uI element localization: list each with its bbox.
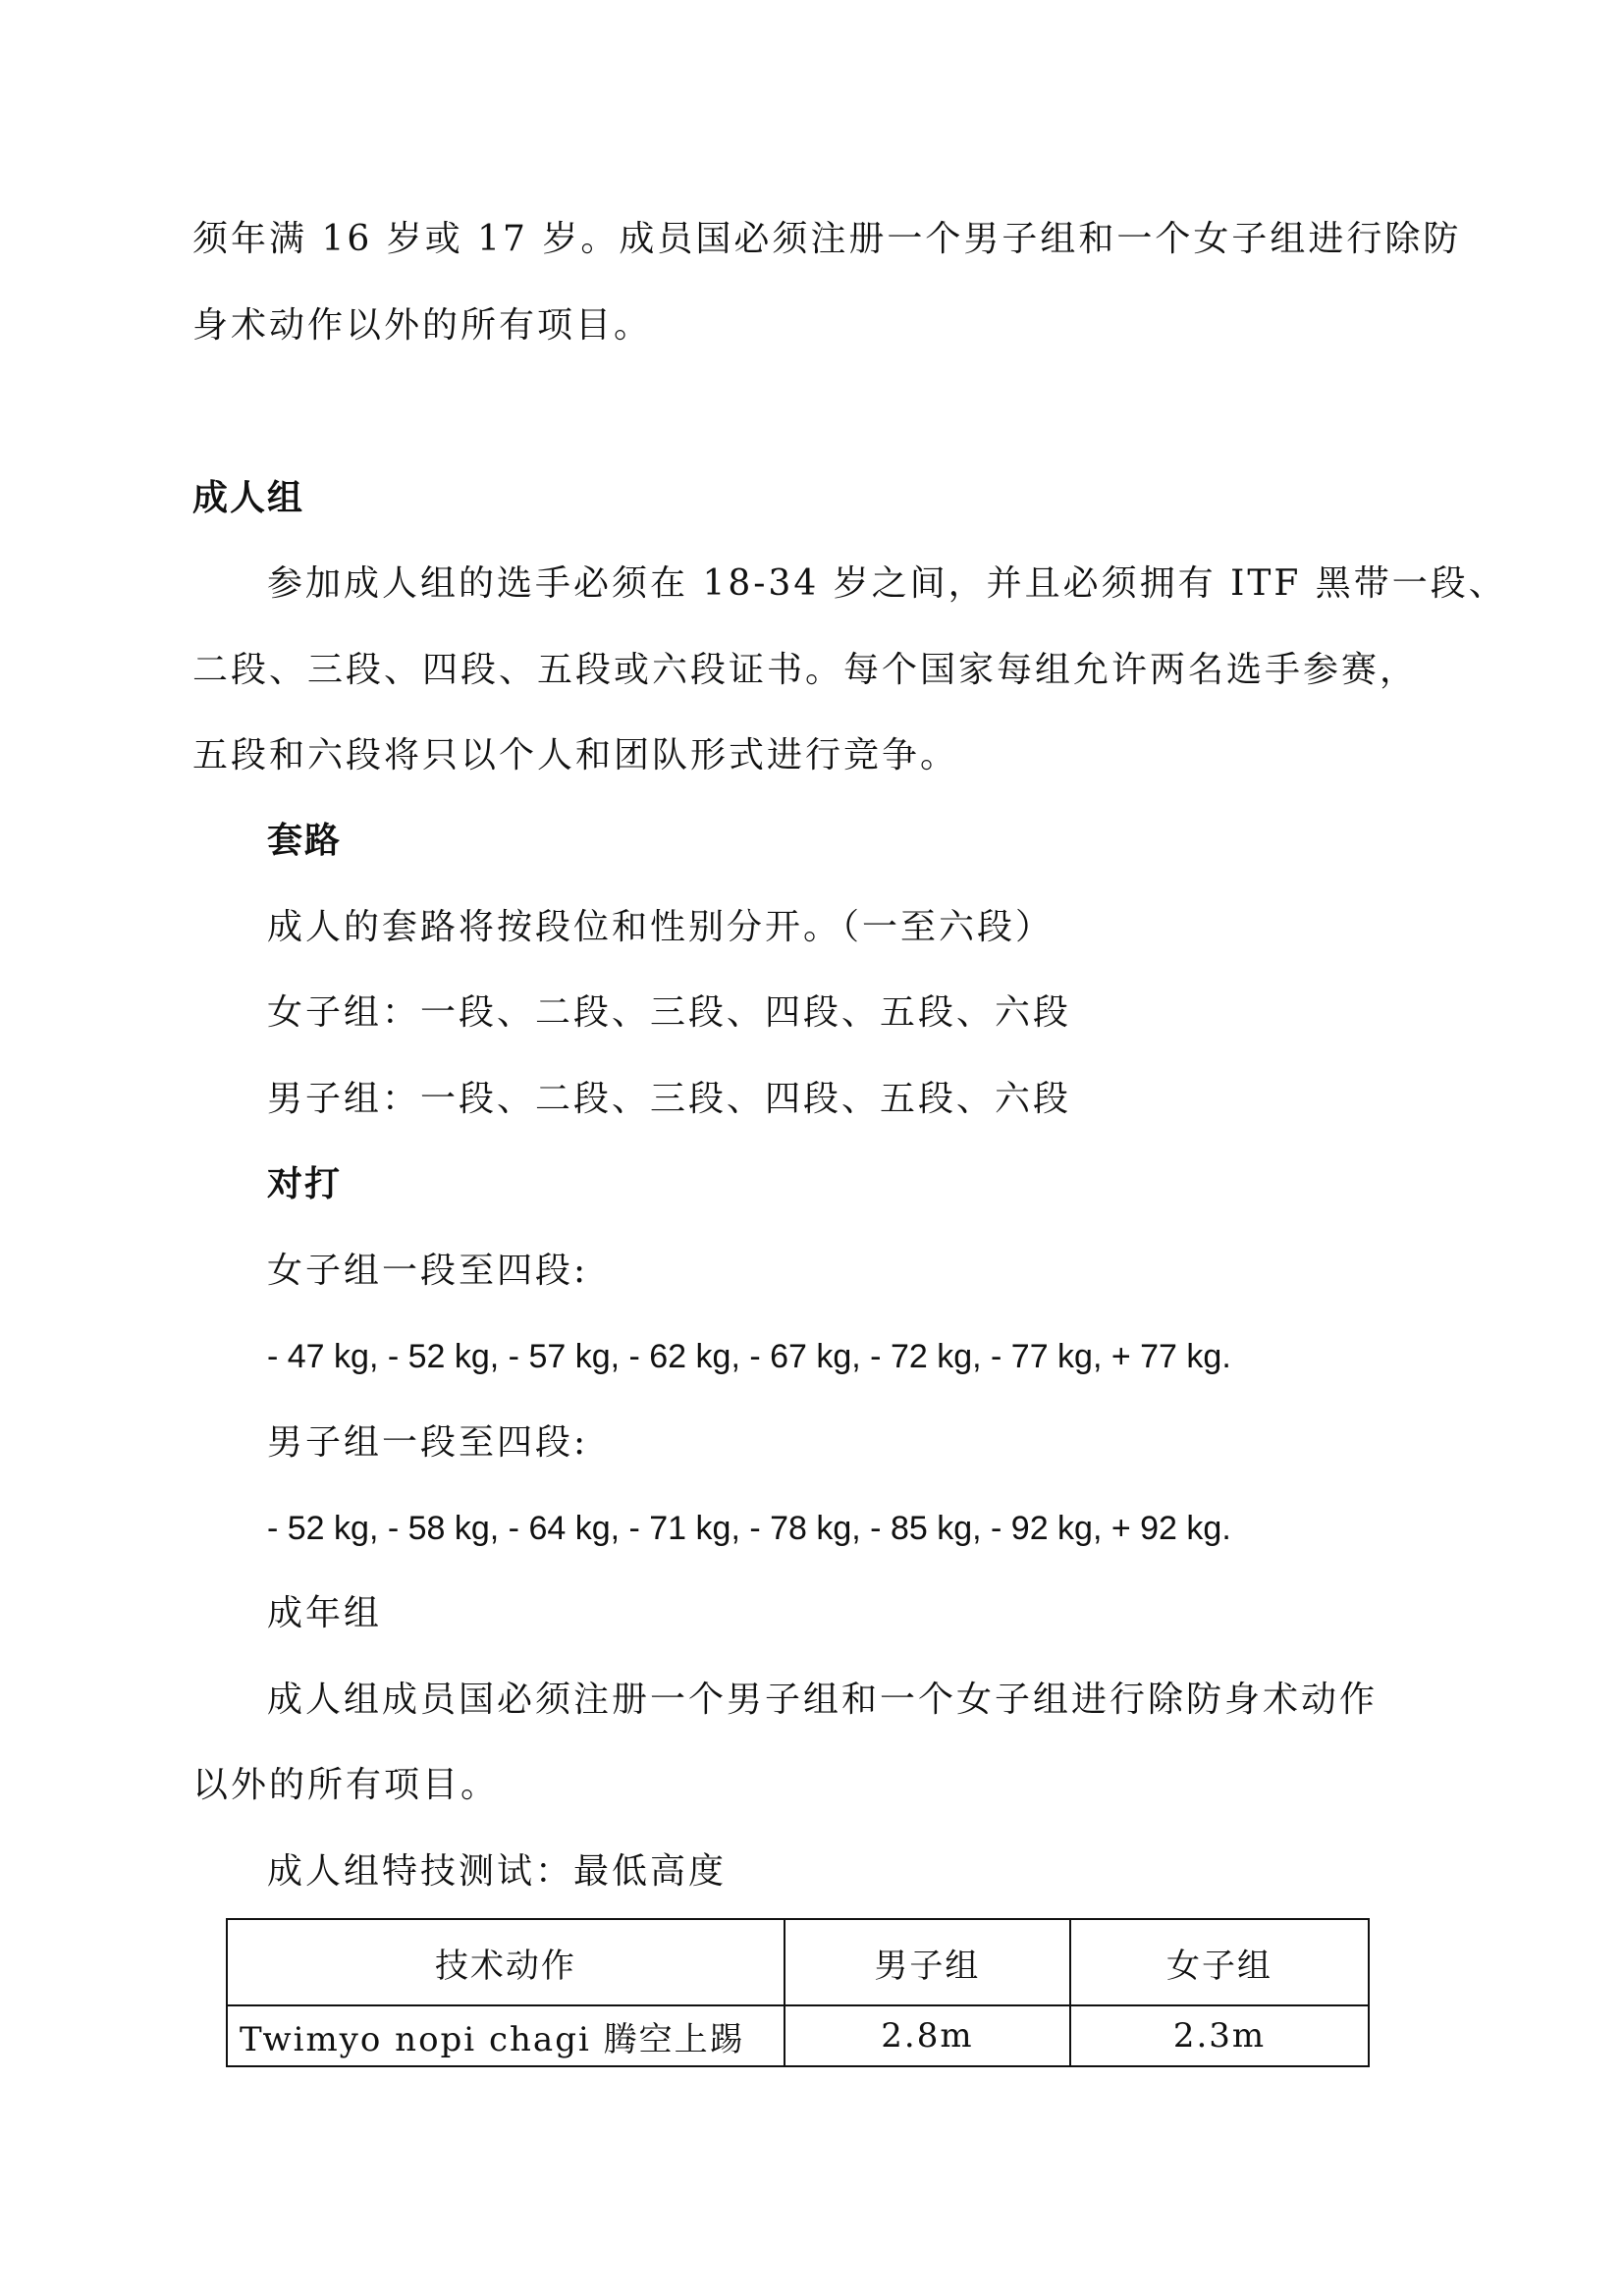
table-cell-women-height: 2.3m bbox=[1070, 2005, 1369, 2066]
paragraph-line: 参加成人组的选手必须在 18-34 岁之间，并且必须拥有 ITF 黑带一段、 bbox=[267, 563, 1507, 604]
table-header-men: 男子组 bbox=[785, 1919, 1070, 2005]
special-technique-table bbox=[226, 1918, 1370, 2067]
sparring-women-label: 女子组一段至四段: bbox=[267, 1251, 589, 1291]
table-header-women: 女子组 bbox=[1070, 1919, 1369, 2005]
patterns-intro: 成人的套路将按段位和性别分开。（一至六段） bbox=[267, 907, 1055, 947]
paragraph-line: 二段、三段、四段、五段或六段证书。每个国家每组允许两名选手参赛， bbox=[192, 650, 1419, 690]
table-cell-men-height: 2.8m bbox=[785, 2005, 1070, 2066]
patterns-men: 男子组：一段、二段、三段、四段、五段、六段 bbox=[267, 1079, 1072, 1119]
team-heading: 成年组 bbox=[267, 1593, 383, 1633]
team-line: 成人组成员国必须注册一个男子组和一个女子组进行除防身术动作 bbox=[267, 1680, 1379, 1720]
paragraph-line: 须年满 16 岁或 17 岁。成员国必须注册一个男子组和一个女子组进行除防 bbox=[192, 219, 1462, 259]
sparring-men-weights: - 52 kg, - 58 kg, - 64 kg, - 71 kg, - 78 kg, - 85 kg, - 92 kg, + 92 kg. bbox=[267, 1510, 1231, 1547]
paragraph-line: 身术动作以外的所有项目。 bbox=[192, 305, 653, 346]
patterns-women: 女子组：一段、二段、三段、四段、五段、六段 bbox=[267, 992, 1072, 1033]
table-header-row bbox=[227, 1919, 1369, 2005]
section-heading-adult: 成人组 bbox=[192, 478, 305, 518]
table-cell-technique: Twimyo nopi chagi 腾空上踢 bbox=[227, 2005, 785, 2066]
sparring-women-weights: - 47 kg, - 52 kg, - 57 kg, - 62 kg, - 67 kg, - 72 kg, - 77 kg, + 77 kg. bbox=[267, 1338, 1231, 1375]
paragraph-line: 五段和六段将只以个人和团队形式进行竞争。 bbox=[192, 735, 959, 775]
table-row bbox=[227, 2005, 1369, 2066]
table-header-technique: 技术动作 bbox=[227, 1919, 785, 2005]
sparring-men-label: 男子组一段至四段: bbox=[267, 1422, 589, 1463]
team-line: 以外的所有项目。 bbox=[192, 1765, 500, 1805]
subheading-sparring: 对打 bbox=[267, 1164, 343, 1204]
subheading-patterns: 套路 bbox=[267, 821, 343, 861]
special-test-title: 成人组特技测试：最低高度 bbox=[267, 1851, 728, 1892]
